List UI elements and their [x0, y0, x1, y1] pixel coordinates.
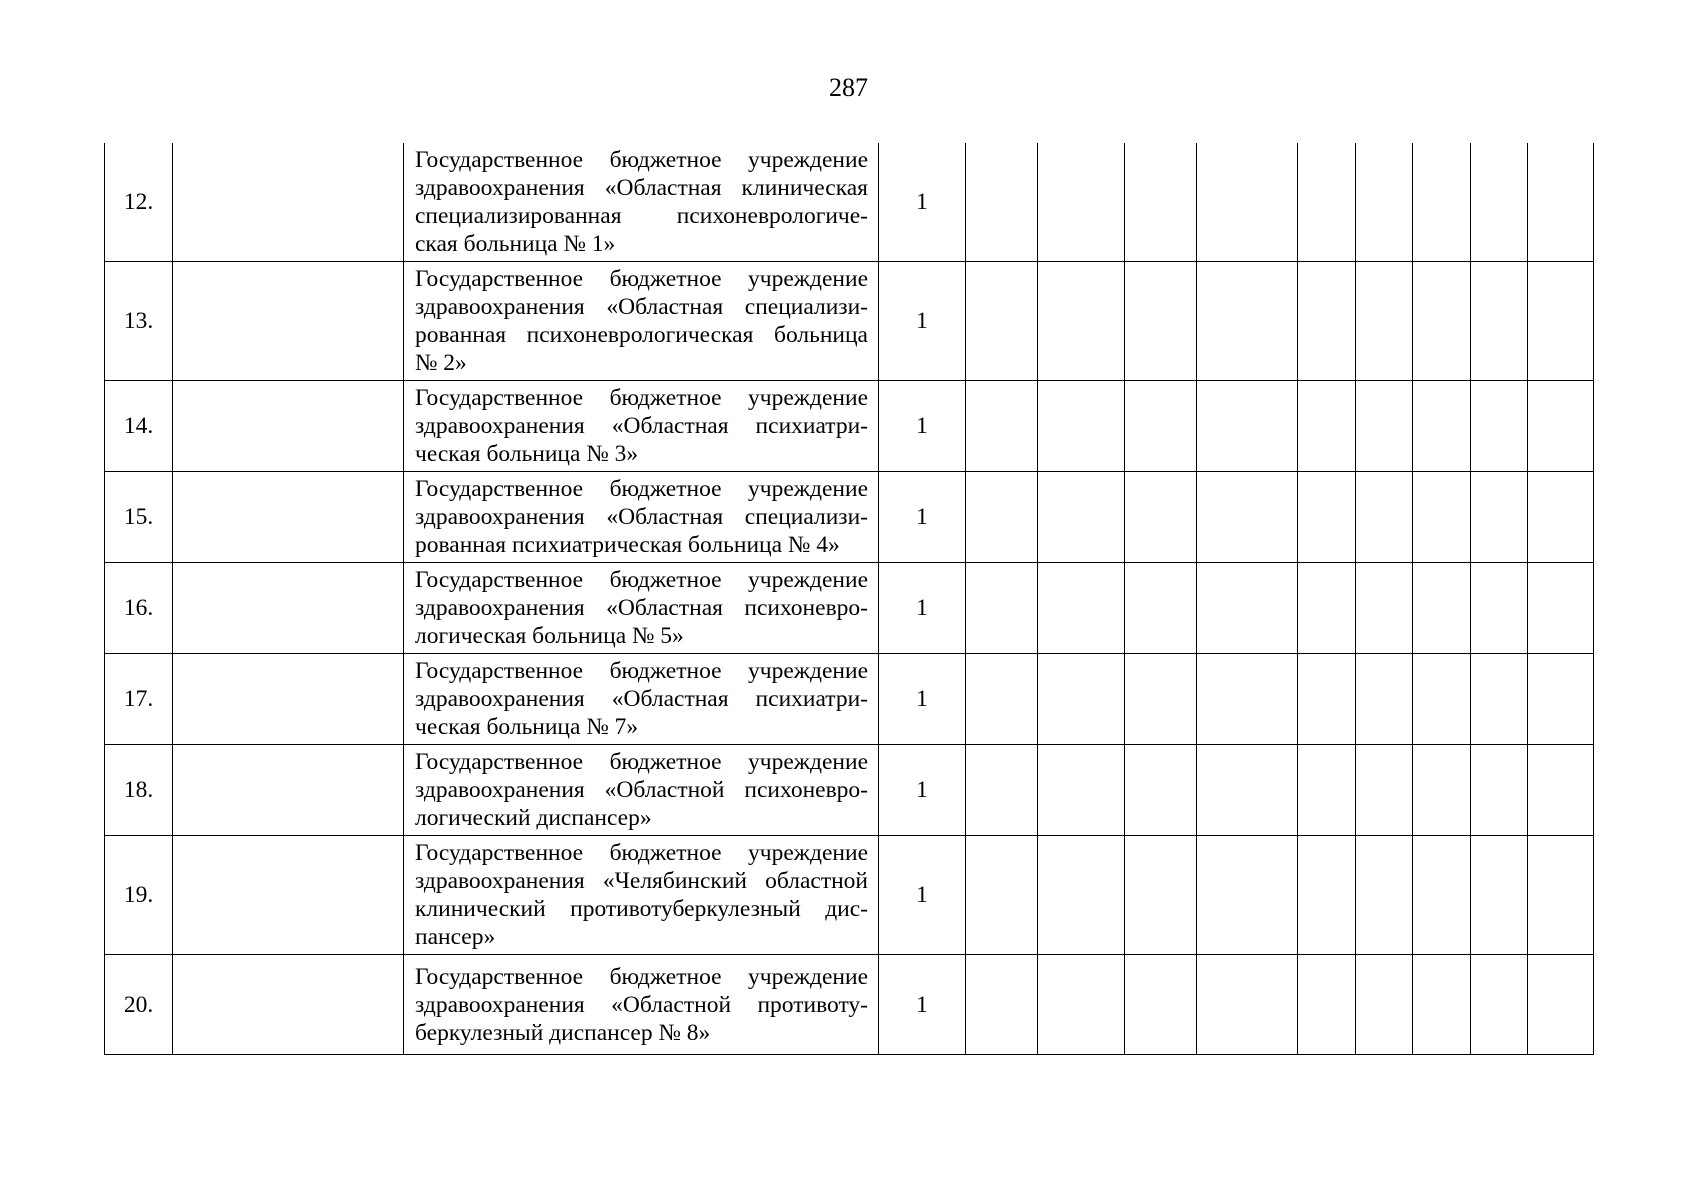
institution-name-line: Государственное бюджетное учреждение	[415, 567, 868, 593]
institution-name-line: Государственное бюджетное учреждение	[415, 658, 868, 684]
empty-cell	[966, 563, 1038, 654]
institution-name-line: здравоохранения «Областная специализи-	[415, 294, 868, 320]
table-row	[105, 472, 1594, 563]
empty-cell	[1471, 472, 1528, 563]
institution-name-line: рованная психоневрологическая больница	[415, 322, 868, 348]
empty-cell	[1356, 654, 1413, 745]
empty-cell	[173, 563, 404, 654]
empty-cell	[1471, 955, 1528, 1055]
empty-cell	[1298, 472, 1356, 563]
empty-cell	[1298, 262, 1356, 381]
row-number: 17.	[105, 654, 173, 745]
empty-cell	[1125, 745, 1197, 836]
empty-cell	[1197, 563, 1298, 654]
empty-cell	[173, 262, 404, 381]
institution-name-line: здравоохранения «Областная клиническая	[415, 175, 868, 201]
institution-name	[404, 262, 879, 381]
empty-cell	[1038, 143, 1125, 262]
institution-name-line: логический диспансер»	[415, 805, 652, 831]
empty-cell	[1197, 143, 1298, 262]
quantity-cell: 1	[879, 472, 966, 563]
empty-cell	[1413, 955, 1471, 1055]
quantity-cell: 1	[879, 836, 966, 955]
institution-name-line: клинический противотуберкулезный дис-	[415, 896, 868, 922]
empty-cell	[1038, 381, 1125, 472]
table-row	[105, 262, 1594, 381]
empty-cell	[1528, 745, 1594, 836]
table-row	[105, 381, 1594, 472]
empty-cell	[1197, 745, 1298, 836]
empty-cell	[1471, 563, 1528, 654]
quantity-cell: 1	[879, 381, 966, 472]
empty-cell	[1356, 143, 1413, 262]
quantity-cell: 1	[879, 563, 966, 654]
empty-cell	[1038, 472, 1125, 563]
institutions-table	[104, 143, 1594, 1055]
institution-name-line: специализированная психоневрологиче-	[415, 203, 868, 229]
institution-name-line: ская больница № 1»	[415, 231, 616, 257]
institution-name	[404, 472, 879, 563]
institution-name-line: здравоохранения «Областная психоневро-	[415, 595, 868, 621]
table-row	[105, 955, 1594, 1055]
row-number: 12.	[105, 143, 173, 262]
institution-name-line: Государственное бюджетное учреждение	[415, 385, 868, 411]
empty-cell	[1038, 563, 1125, 654]
empty-cell	[1038, 955, 1125, 1055]
table-row	[105, 563, 1594, 654]
empty-cell	[966, 472, 1038, 563]
table-row	[105, 745, 1594, 836]
table-row	[105, 143, 1594, 262]
empty-cell	[1038, 262, 1125, 381]
institution-name-line: ческая больница № 7»	[415, 714, 639, 740]
empty-cell	[1528, 381, 1594, 472]
empty-cell	[1528, 955, 1594, 1055]
empty-cell	[173, 472, 404, 563]
empty-cell	[1528, 262, 1594, 381]
row-number: 14.	[105, 381, 173, 472]
quantity-cell: 1	[879, 262, 966, 381]
table-row	[105, 836, 1594, 955]
empty-cell	[1471, 654, 1528, 745]
empty-cell	[1528, 836, 1594, 955]
institution-name-line: Государственное бюджетное учреждение	[415, 749, 868, 775]
empty-cell	[1356, 563, 1413, 654]
empty-cell	[1356, 836, 1413, 955]
empty-cell	[173, 381, 404, 472]
page-number: 287	[829, 73, 868, 102]
empty-cell	[1413, 745, 1471, 836]
empty-cell	[1528, 472, 1594, 563]
empty-cell	[1197, 262, 1298, 381]
empty-cell	[1298, 654, 1356, 745]
empty-cell	[1125, 143, 1197, 262]
row-number: 16.	[105, 563, 173, 654]
empty-cell	[1413, 262, 1471, 381]
institution-name	[404, 836, 879, 955]
empty-cell	[1125, 381, 1197, 472]
institution-name-line: логическая больница № 5»	[415, 623, 684, 649]
empty-cell	[1038, 654, 1125, 745]
empty-cell	[1298, 745, 1356, 836]
empty-cell	[1413, 836, 1471, 955]
institution-name-line: Государственное бюджетное учреждение	[415, 476, 868, 502]
empty-cell	[966, 262, 1038, 381]
institution-name-line: рованная психиатрическая больница № 4»	[415, 532, 840, 558]
institution-name	[404, 381, 879, 472]
empty-cell	[1125, 654, 1197, 745]
empty-cell	[1197, 955, 1298, 1055]
institution-name-line: здравоохранения «Областная специализи-	[415, 504, 868, 530]
empty-cell	[1356, 955, 1413, 1055]
institution-name-line: здравоохранения «Областная психиатри-	[415, 686, 868, 712]
empty-cell	[1125, 563, 1197, 654]
institution-name-line: здравоохранения «Челябинский областной	[415, 868, 868, 894]
row-number: 18.	[105, 745, 173, 836]
empty-cell	[1413, 381, 1471, 472]
empty-cell	[1197, 836, 1298, 955]
institution-name-line: Государственное бюджетное учреждение	[415, 147, 868, 173]
empty-cell	[1471, 745, 1528, 836]
empty-cell	[1125, 836, 1197, 955]
empty-cell	[1356, 262, 1413, 381]
empty-cell	[1413, 143, 1471, 262]
empty-cell	[1471, 381, 1528, 472]
empty-cell	[1471, 836, 1528, 955]
empty-cell	[1298, 955, 1356, 1055]
empty-cell	[1298, 563, 1356, 654]
quantity-cell: 1	[879, 955, 966, 1055]
empty-cell	[1413, 654, 1471, 745]
institution-name-line: № 2»	[415, 350, 467, 376]
empty-cell	[1528, 563, 1594, 654]
empty-cell	[1197, 472, 1298, 563]
quantity-cell: 1	[879, 143, 966, 262]
institution-name-line: Государственное бюджетное учреждение	[415, 963, 868, 990]
empty-cell	[1125, 262, 1197, 381]
empty-cell	[966, 955, 1038, 1055]
empty-cell	[1125, 472, 1197, 563]
empty-cell	[966, 143, 1038, 262]
empty-cell	[1356, 472, 1413, 563]
empty-cell	[1356, 745, 1413, 836]
empty-cell	[1298, 836, 1356, 955]
empty-cell	[1356, 381, 1413, 472]
empty-cell	[1471, 262, 1528, 381]
empty-cell	[173, 836, 404, 955]
empty-cell	[173, 143, 404, 262]
institution-name-line: здравоохранения «Областной психоневро-	[415, 777, 868, 803]
empty-cell	[1125, 955, 1197, 1055]
empty-cell	[966, 381, 1038, 472]
quantity-cell: 1	[879, 654, 966, 745]
institution-name-line: Государственное бюджетное учреждение	[415, 266, 868, 292]
institution-name	[404, 745, 879, 836]
empty-cell	[1471, 143, 1528, 262]
empty-cell	[966, 654, 1038, 745]
empty-cell	[1197, 654, 1298, 745]
institution-name-line: Государственное бюджетное учреждение	[415, 840, 868, 866]
empty-cell	[1413, 563, 1471, 654]
institution-name	[404, 563, 879, 654]
empty-cell	[1413, 472, 1471, 563]
institution-name	[404, 654, 879, 745]
institution-name-line: здравоохранения «Областная психиатри-	[415, 413, 868, 439]
row-number: 15.	[105, 472, 173, 563]
empty-cell	[966, 745, 1038, 836]
empty-cell	[1038, 745, 1125, 836]
empty-cell	[1298, 143, 1356, 262]
empty-cell	[966, 836, 1038, 955]
table-row	[105, 654, 1594, 745]
empty-cell	[1528, 143, 1594, 262]
empty-cell	[1038, 836, 1125, 955]
institution-name-line: здравоохранения «Областной противоту-	[415, 991, 868, 1018]
empty-cell	[1197, 381, 1298, 472]
row-number: 20.	[105, 955, 173, 1055]
empty-cell	[173, 745, 404, 836]
empty-cell	[173, 955, 404, 1055]
institution-name-line: пансер»	[415, 924, 496, 950]
institution-name	[404, 955, 879, 1055]
empty-cell	[173, 654, 404, 745]
empty-cell	[1298, 381, 1356, 472]
institution-name	[404, 143, 879, 262]
institution-name-line: беркулезный диспансер № 8»	[415, 1019, 711, 1046]
row-number: 19.	[105, 836, 173, 955]
quantity-cell: 1	[879, 745, 966, 836]
institution-name-line: ческая больница № 3»	[415, 441, 639, 467]
empty-cell	[1528, 654, 1594, 745]
row-number: 13.	[105, 262, 173, 381]
